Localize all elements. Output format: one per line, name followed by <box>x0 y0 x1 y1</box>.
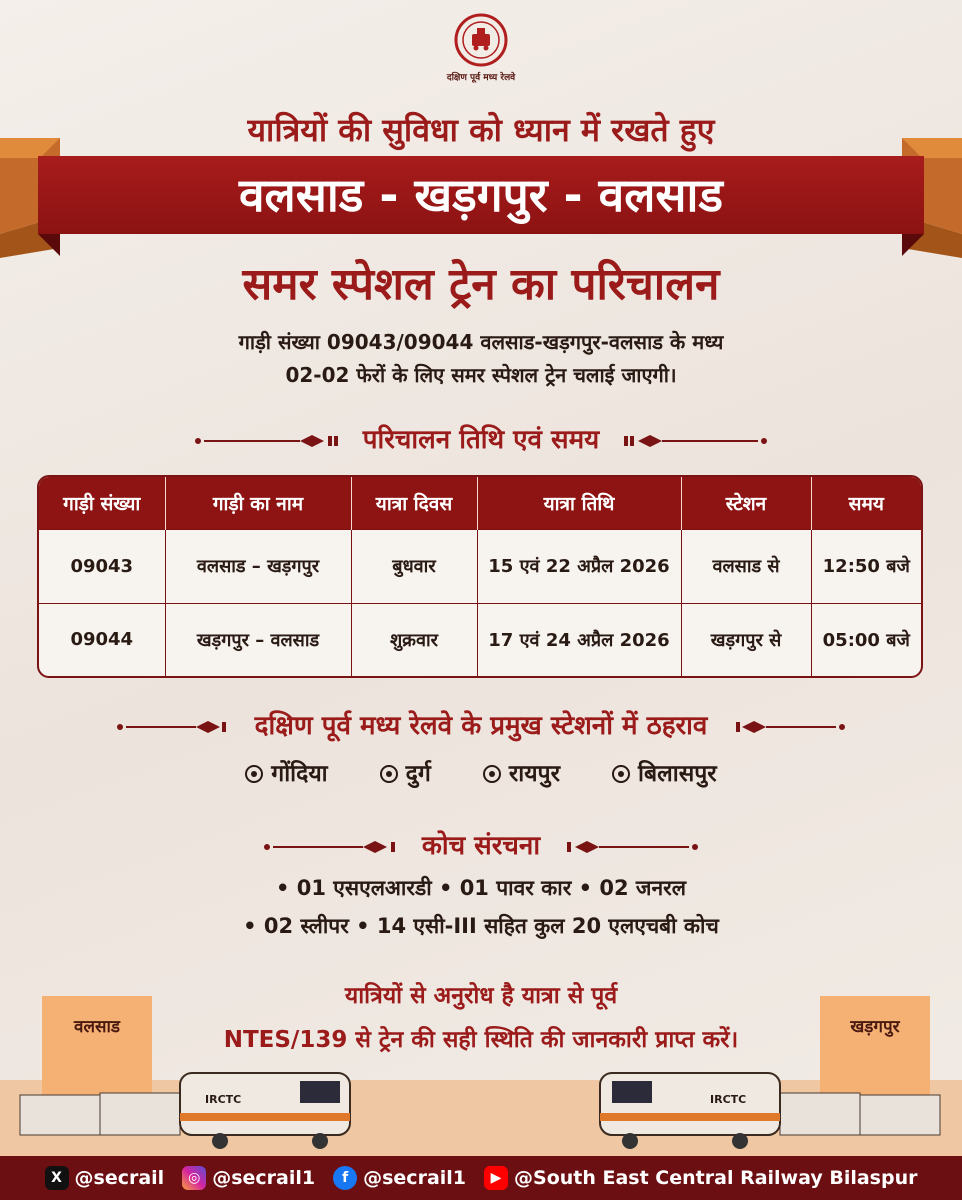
cell-station: वलसाड से <box>681 529 811 603</box>
stop-item <box>380 756 431 788</box>
facebook-link[interactable] <box>333 1166 466 1190</box>
header-train-number: गाड़ी संख्या <box>39 477 165 529</box>
instagram-link[interactable] <box>182 1166 315 1190</box>
header-time: समय <box>811 477 921 529</box>
route-title: वलसाड - खड़गपुर - वलसाड <box>38 156 924 234</box>
header-station: स्टेशन <box>681 477 811 529</box>
table-row <box>39 529 921 603</box>
ornament-right-icon <box>563 839 703 855</box>
stops-section-title <box>0 706 962 742</box>
youtube-icon: ▶ <box>484 1166 508 1190</box>
stops-list <box>0 756 962 788</box>
cell-train-name: खड़गपुर – वलसाड <box>165 603 351 676</box>
x-handle: @secrail <box>74 1167 165 1189</box>
coach-line2: • 02 स्लीपर • 14 एसी-III सहित कुल 20 एलएचबी कोच <box>243 914 719 938</box>
coach-section-title <box>0 826 962 862</box>
intro-text <box>100 326 862 392</box>
trains-illustration <box>0 1055 962 1155</box>
stop-item <box>612 756 717 788</box>
left-train-icon <box>20 1073 350 1149</box>
schedule-table <box>37 475 923 678</box>
cell-travel-date: 17 एवं 24 अप्रैल 2026 <box>477 603 681 676</box>
stop-item <box>245 756 327 788</box>
cell-travel-day: शुक्रवार <box>351 603 477 676</box>
route-ribbon <box>0 138 962 258</box>
target-icon <box>245 765 263 783</box>
social-footer <box>0 1156 962 1200</box>
header-train-name: गाड़ी का नाम <box>165 477 351 529</box>
coach-title: कोच संरचना <box>421 831 541 861</box>
target-icon <box>380 765 398 783</box>
logo-caption: दक्षिण पूर्व मध्य रेलवे <box>446 73 516 83</box>
headline-line1: यात्रियों की सुविधा को ध्यान में रखते हुए <box>247 111 715 149</box>
request-line2: NTES/139 से ट्रेन की सही स्थिति की जानकारी प्राप्त करें। <box>223 1027 739 1053</box>
ornament-left-icon <box>112 719 232 735</box>
headline-line2: समर स्पेशल ट्रेन का परिचालन <box>242 259 720 310</box>
cell-train-number: 09044 <box>39 603 165 676</box>
request-line1: यात्रियों से अनुरोध है यात्रा से पूर्व <box>344 983 618 1009</box>
header-travel-day: यात्रा दिवस <box>351 477 477 529</box>
tag-destination-label: खड़गपुर <box>850 1017 900 1037</box>
target-icon <box>612 765 630 783</box>
intro-line2: 02-02 फेरों के लिए समर स्पेशल ट्रेन चलाई जाएगी। <box>285 363 677 387</box>
facebook-handle: @secrail1 <box>363 1167 467 1189</box>
youtube-link[interactable] <box>484 1166 917 1190</box>
cell-travel-day: बुधवार <box>351 529 477 603</box>
ornament-left-icon <box>190 433 340 449</box>
right-train-icon <box>600 1073 940 1149</box>
stop-label: रायपुर <box>508 761 561 787</box>
ornament-right-icon <box>622 433 772 449</box>
cell-train-number: 09043 <box>39 529 165 603</box>
stops-title: दक्षिण पूर्व मध्य रेलवे के प्रमुख स्टेशनों में ठहराव <box>254 711 708 741</box>
intro-line1: गाड़ी संख्या 09043/09044 वलसाड-खड़गपुर-वलसाड के मध्य <box>238 330 724 354</box>
facebook-icon: f <box>333 1166 357 1190</box>
train-brand-label: IRCTC <box>205 1093 242 1106</box>
table-header-row <box>39 477 921 529</box>
instagram-handle: @secrail1 <box>212 1167 316 1189</box>
railway-logo <box>431 12 531 83</box>
target-icon <box>483 765 501 783</box>
ornament-left-icon <box>259 839 399 855</box>
coach-line1: • 01 एसएलआरडी • 01 पावर कार • 02 जनरल <box>276 876 686 900</box>
instagram-icon: ◎ <box>182 1166 206 1190</box>
x-link[interactable] <box>45 1166 165 1190</box>
cell-travel-date: 15 एवं 22 अप्रैल 2026 <box>477 529 681 603</box>
tag-origin-label: वलसाड <box>74 1017 120 1037</box>
cell-train-name: वलसाड – खड़गपुर <box>165 529 351 603</box>
stop-label: गोंदिया <box>271 761 328 787</box>
stop-label: बिलासपुर <box>638 761 717 787</box>
railway-emblem-icon <box>453 12 509 68</box>
header-travel-date: यात्रा तिथि <box>477 477 681 529</box>
schedule-title: परिचालन तिथि एवं समय <box>362 425 600 455</box>
schedule-section-title <box>0 420 962 456</box>
x-icon: X <box>45 1166 69 1190</box>
youtube-handle: @South East Central Railway Bilaspur <box>514 1167 918 1189</box>
stop-item <box>483 756 560 788</box>
ornament-right-icon <box>730 719 850 735</box>
table-row <box>39 603 921 676</box>
cell-station: खड़गपुर से <box>681 603 811 676</box>
cell-time: 12:50 बजे <box>811 529 921 603</box>
train-brand-label: IRCTC <box>710 1093 747 1106</box>
stop-label: दुर्ग <box>405 761 431 787</box>
cell-time: 05:00 बजे <box>811 603 921 676</box>
